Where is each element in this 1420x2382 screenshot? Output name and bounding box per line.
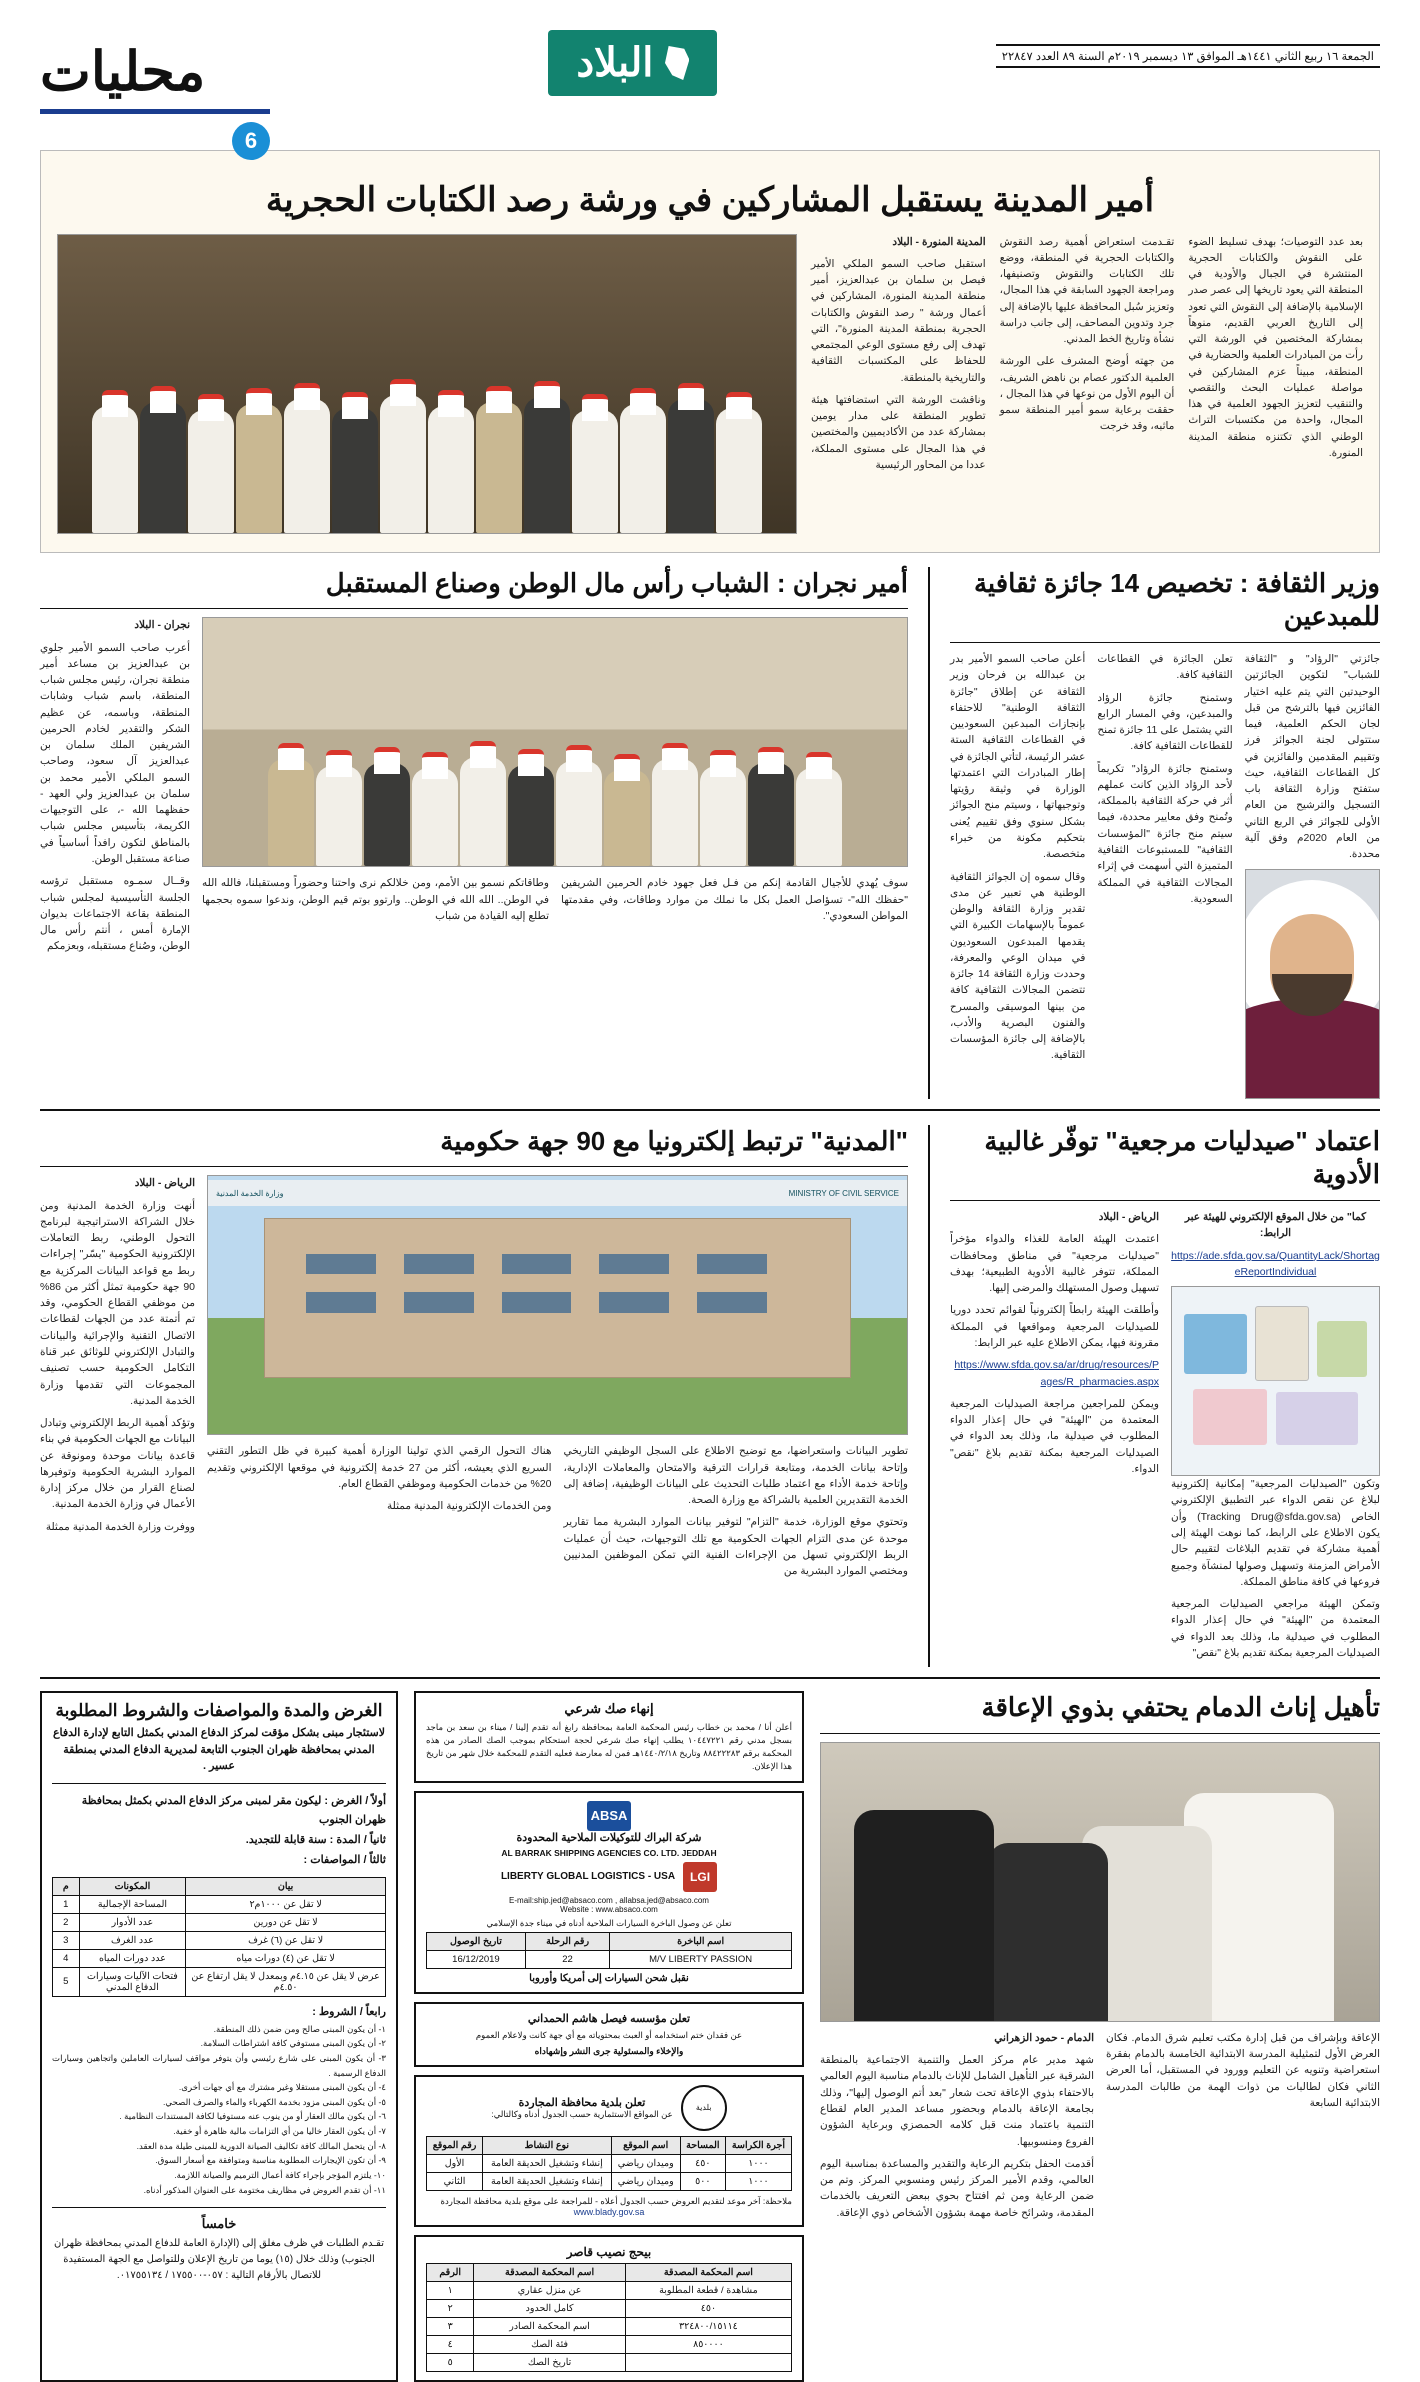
table-row: [427, 2154, 792, 2172]
row-three-stories: [40, 1125, 1380, 1668]
cell: ٤٥٠: [680, 2154, 725, 2172]
ad-title: تعلن مؤسسه فيصل هاشم الحمداني: [527, 2012, 691, 2025]
lead-col-1: [811, 234, 986, 534]
condition-item: ٣- أن يكون المبنى على شارع رئيسي وأن يتوفر مواقف لسيارات العاملين واتجاهين وسيارات الدفاع الرسمية .: [52, 2053, 386, 2078]
classified-ads: [414, 1691, 804, 2382]
bottom-section: [40, 1691, 1380, 2382]
ad-footer: نقبل شحن السيارات إلى أمريكا وأوروبا: [529, 1972, 689, 1984]
cell: اسم المحكمة الصادر: [474, 2318, 625, 2336]
dateline: الرياض - البلاد: [1098, 1211, 1159, 1224]
municipality-seal-icon: بلدية: [681, 2085, 727, 2131]
masthead-date-block: [996, 30, 1380, 68]
ad-body: أعلن أنا / محمد بن خطاب رئيس المحكمة العامة بمحافظة رابغ أنه تقدم إلينا / ميناء بن سعد بن ماجد بسجل مدني رقم ١٠٤٤٧٢٢١ يطلب إنهاء صك شرعي لحجة استحكام بموجب الصك الصادر من هذه المحكمة برقم ٨٨٤٢٢٢٨٣ وتاريخ ١٤٤٠/٢/١٨هـ فمن له معارضة فعليه التقدم للمحكمة خلال شهر من تاريخ هذا الإعلان.: [426, 1722, 792, 1771]
shipping-logos: [426, 1801, 792, 1831]
lead-headline: أمير المدينة يستقبل المشاركين في ورشة رصد الكتابات الحجرية: [265, 181, 1155, 219]
cell: لا تقل عن (٤) دورات مياه: [186, 1949, 386, 1967]
cell: ٥٠٠: [680, 2172, 725, 2190]
condition-item: ٦- أن يكون مالك العقار أو من ينوب عنه مستوفيا لكافة المستندات النظامية .: [119, 2111, 386, 2122]
shortage-report-link[interactable]: https://ade.sfda.gov.sa/QuantityLack/ShortageReportIndividual: [1171, 1249, 1380, 1278]
condition-item: ٧- أن يكون العقار خاليا من أي التزامات مالية ظاهرة أو خفية.: [173, 2126, 386, 2137]
paragraph: وتكون "الصيدليات المرجعية" إمكانية إلكترونية لبلاغ عن نقص الدواء عبر التطبيق الإلكتروني الخاص (Tracking Drug@sfda.gov.sa) وأن يكون الاطلاع على الرابط، كما نوهت الهيئة إلى أهمية مشاركة في تقديم البلاغات لتقييم حال الأمراض المزمنة وتسهيل وصولها لمنشآة وجميع فروعها في كافة مناطق المملكة.: [1171, 1478, 1380, 1588]
column-divider: [928, 1125, 930, 1668]
lost-deed-table: [426, 2263, 792, 2372]
table-row: [427, 2354, 792, 2372]
cell: إنشاء وتشغيل الحديقة العامة: [483, 2172, 612, 2190]
cell: تاريخ الصك: [474, 2354, 625, 2372]
col-header: اسم الباخرة: [610, 1932, 792, 1950]
tender-line: ثانياً / المدة : سنة قابلة للتجديد.: [245, 1834, 386, 1847]
dateline: الدمام - حمود الزهراني: [994, 2031, 1094, 2044]
condition-item: ٢- أن يكون المبنى مستوفي كافة اشتراطات السلامة.: [200, 2038, 386, 2049]
pharmacies-headline: اعتماد "صيدليات مرجعية" توفّر غالبية الأدوية: [984, 1125, 1380, 1190]
logo-box: [548, 30, 717, 96]
paragraph: أنهت وزارة الخدمة المدنية ومن خلال الشراكة الاستراتيجية لبرنامج التحول الوطني، ربط التعاملات الإلكترونية الحكومية "يسّر" إجراءات ربط مع قواعد البيانات المركزية مع 90 جهة حكومية تمثل أكثر من 86% من موظفي القطاع الحكومي، وقد تم أتمتة عدد من الجهات لقطاعات الاتصال التقنية والإجرائية والبيانات والتبادل الإلكتروني للوثائق عبر قناة التكامل الحكومية حسب تصنيف المجموعات التي تقدمها وزارة الخدمة المدنية.: [40, 1199, 195, 1407]
col-header: بيان: [186, 1877, 386, 1895]
photo-figures: [203, 688, 907, 867]
condition-item: ٥- أن يكون المبنى مزود بخدمة الكهرباء والماء والصرف الصحي.: [163, 2096, 386, 2107]
cell: ٤: [427, 2336, 474, 2354]
col-header: الرقم: [427, 2264, 474, 2282]
disability-headline: تأهيل إناث الدمام يحتفي بذوي الإعاقة: [981, 1692, 1380, 1723]
col-header: اسم الموقع: [611, 2136, 680, 2154]
lead-story: [40, 150, 1380, 553]
table-row: [53, 1895, 386, 1913]
link-intro: كما" من خلال الموقع الإلكتروني للهيئة عبر الرابط:: [1184, 1211, 1367, 1240]
civil-col-1: [40, 1175, 195, 1585]
paragraph: وتحتوي موقع الوزارة، خدمة "التزام" لتوفير بيانات الموارد البشرية مما تقارير موحدة عن مدى التزام الجهات الحكومية مع تلك التوجيهات، حيث أن عمليات الربط الإلكتروني تسهل من الإجراءات الفنية التي تمكن الموظفين المدنيين ومختصي الموارد البشرية من: [563, 1516, 908, 1578]
paragraph: أقدمت الحفل بتكريم الرعاية والتقدير والمساعدة بمناسبة اليوم العالمي، وقدم الأمير المركز رئيس ومنسوبي المركز. وتم من ضمن الرعاية ومن ثم افتتاح بحوي ببعض التعريف بالخدمات المقدمة، وشرائح خاصة مهمة بشؤون الأشخاص ذوي الإعاقة.: [820, 2157, 1094, 2219]
map-icon: [663, 46, 689, 80]
fifth-text: تقـدم الطلبات في ظرف مغلق إلى (الإدارة العامة للدفاع المدني بمحافظة ظهران الجنوب) وذلك خلال (١٥) يوما من تاريخ الإعلان وللتواصل مع الجهة المستفيدة للاتصال بالأرقام التالية : ٠٥٧-١٧٥٥٠٠ / ٠١٧٥٥١٣٤.: [53, 2238, 385, 2282]
specs-table: [52, 1877, 386, 1997]
cell: 2: [53, 1913, 80, 1931]
lead-photo: [57, 234, 797, 534]
lead-col-3: [1188, 234, 1363, 534]
cell: المساحة الإجمالية: [79, 1895, 186, 1913]
culture-minister-story: [950, 567, 1380, 1099]
municipality-table: [426, 2136, 792, 2191]
pharmacy-photo: [1171, 1286, 1380, 1476]
column-divider: [928, 567, 930, 1099]
ad-email[interactable]: E-mail:ship.jed@absaco.com , allabsa.jed@absaco.com: [509, 1895, 709, 1905]
najran-photo: [202, 617, 908, 867]
cell: ١: [427, 2282, 474, 2300]
ad-notice-title: تعلن عن وصول الباخرة السيارات الملاحية أدناه في ميناء جدة الإسلامي: [486, 1917, 732, 1928]
row-two-stories: [40, 567, 1380, 1099]
pharmacies-col-2: [950, 1209, 1159, 1667]
col-header: أجرة الكراسة: [725, 2136, 791, 2154]
cell: الأول: [427, 2154, 483, 2172]
cell: مشاهدة / قطعة المطلوبة: [625, 2282, 791, 2300]
cell: ٤٥٠: [625, 2300, 791, 2318]
tender-line: أولاً / الغرض : ليكون مقر لمبنى مركز الدفاع المدني بكمثل بمحافظة ظهران الجنوب: [81, 1794, 386, 1827]
cell: وميدان رياضي: [611, 2154, 680, 2172]
lead-col-2: [1000, 234, 1175, 534]
paragraph: الإعاقة وبإشراف من قبل إدارة مكتب تعليم شرق الدمام. فكان العرض الأول لتمثيلية المدرسة الابتدائية الخامسة بالدمام بفقرة استعراضية وتنويه عن التعليم وورود في المستقبل، أما العرض الثاني فكان لطالبات من ذوات الهمة من طالبات المدرسة الابتدائية السابعة: [1106, 2031, 1380, 2109]
table-row: [427, 2172, 792, 2190]
ad-title: إنهاء صك شرعي: [564, 1701, 654, 1717]
cell: ١٠٠٠: [725, 2172, 791, 2190]
cell: عدد الغرف: [79, 1931, 186, 1949]
issue-date: الجمعة ١٦ ربيع الثاني ١٤٤١هـ الموافق ١٣ ديسمبر ٢٠١٩م السنة ٨٩ العدد ٢٢٨٤٧: [996, 44, 1380, 68]
ad-company-ar: شركة البراك للتوكيلات الملاحية المحدودة: [516, 1831, 702, 1844]
paragraph: بعد عدد التوصيات؛ بهدف تسليط الضوء على النقوش والكتابات الحجرية المنتشرة في الجبال والأودية في المنطقة التي يعود تاريخها إلى عصر صدر الإسلامية بالإضافة إلى النقوش التي تعود إلى التاريخ العربي القديم، منوهاً بمشاركة المختصين في الورشة التي رأت من المبادرات العلمية والحضارية في المنطقة، مبيناً عزم المشاركين في مواصلة عمليات البحث والتقصي والتنقيب لتعزيز الجهود العلمية في هذا المجال، واحدة من مكتسبات التراث الوطني الذي تكتنزه منطقة المدينة المنورة.: [1188, 235, 1363, 459]
cell: كامل الحدود: [474, 2300, 625, 2318]
table-row: [53, 1913, 386, 1931]
ad-lost-deed: [414, 2235, 804, 2382]
culture-col-1: [950, 651, 1085, 1098]
award-photo: [820, 1742, 1380, 2022]
paragraph: وناقشت الورشة التي استضافتها هيئة تطوير المنطقة على مدار يومين بمشاركة عدد من الأكاديميين والمختصين في هذا المجال على مستوى المملكة، عددا من المحاور الرئيسية: [810, 393, 986, 471]
table-row: [427, 2300, 792, 2318]
paper-name: البلاد: [576, 41, 654, 85]
paragraph: وقال سموه إن الجوائز الثقافية الوطنية هي تعبير عن مدى تقدير وزارة الثقافة والوطن عموماً بالإسهامات الكبيرة التي يقدمها المبدعون السعوديون في ميدان الوعي والمعرفة، وحددت وزارة الثقافة 14 جائزة تتضمن المجالات الثقافية كافة من بينها الموسيقى والمسرح والفنون البصرية والأدب، بالإضافة إلى جائزة المؤسسات الثقافية.: [950, 870, 1086, 1062]
cell: 4: [53, 1949, 80, 1967]
building-banner: MINISTRY OF CIVIL SERVICE وزارة الخدمة المدنية: [208, 1180, 907, 1206]
paragraph: هناك التحول الرقمي الذي تولينا الوزارة أهمية كبيرة في ظل التطور التقني السريع الذي يعيشه، أكثر من 27 خدمة إلكترونية في موقعها الإلكتروني وتقديم 20% من خدمات الحكومية وموظفي القطاع العام.: [207, 1445, 552, 1490]
culture-headline: وزير الثقافة : تخصيص 14 جائزة ثقافية للمبدعين: [973, 567, 1380, 632]
paragraph: اعتمدت الهيئة العامة للغذاء والدواء مؤخراً "صيدليات مرجعية" في مناطق ومحافظات المملكة، تتوفر غالبية الأدوية الطبيعية؛ بهدف تسهيل وصول المستهلك والمرضى إليها.: [950, 1233, 1159, 1295]
vessel-table: [426, 1932, 792, 1969]
paragraph: وستمنح جائزة الرؤاد" تكريماً لأحد الرؤاد الذين كانت عملهم أثر في حركة الثقافية بالمملكة، وتُمنح وفق معايير محددة، فيما سيتم منح جائزة "المؤسسات الثقافية" للمستبوعات الثقافية المتميزة التي أسهمت في إثراء المجالات الثقافية في المملكة السعودية.: [1097, 762, 1233, 905]
col-header: المكونات: [79, 1877, 186, 1895]
pharmacies-story: [950, 1125, 1380, 1668]
cell: ٥: [427, 2354, 474, 2372]
paragraph: وقــال سمـوه مستقبل ترؤسه الجلسة التأسيسية لمجلس شباب المنطقة بقاعة الاجتماعات بديوان الإمارة أمس ، أنتم رأس مال الوطن، وصُناع مستقبله، وبعزمكم: [40, 875, 190, 953]
condition-item: ١١- أن تقدم العروض في مظاريف مختومة على العنوان المذكور أدناه.: [143, 2184, 386, 2195]
table-row: [53, 1931, 386, 1949]
paragraph: سوف يُهدي للأجيال القادمة إنكم من فـل فعل جهود خادم الحرمين الشريفين "حفظك الله"- تسؤاصل العمل بكل ما نملك من موارد وطاقات، وفي مقدمتها المواطن السعودي".: [561, 877, 908, 922]
cell: عدد دورات المياه: [79, 1949, 186, 1967]
col-header: المساحة: [680, 2136, 725, 2154]
condition-item: ١- أن يكون المبنى صالح ومن ضمن ذلك المنطقة.: [213, 2023, 386, 2034]
paragraph: ووفرت وزارة الخدمة المدنية ممثلة: [45, 1520, 195, 1533]
civil-service-story: [40, 1125, 908, 1668]
paragraph: ومن الخدمات الإلكترونية المدنية ممثلة: [386, 1500, 552, 1513]
cell: فئة الصك: [474, 2336, 625, 2354]
ad-court-notice: [414, 1691, 804, 1783]
culture-col-2: [1097, 651, 1232, 1098]
tender-box: [40, 1691, 398, 2382]
page-number-badge: 6: [232, 122, 270, 160]
tender-subtitle: لاستئجار مبنى بشكل مؤقت لمركز الدفاع المدني بكمثل التابع لإدارة الدفاع المدني بمحافظة ظهران الجنوب التابعة لمديرية الدفاع المدني بمنطقة عسير .: [52, 1727, 386, 1773]
condition-item: ١٠- يلتزم المؤجر بإجراء كافة أعمال الترميم والصيانة اللازمة.: [174, 2169, 386, 2180]
cell: فتحات الآليات وسيارات الدفاع المدني: [79, 1967, 186, 1996]
table-row: [427, 2282, 792, 2300]
cell: عن منزل عقاري: [474, 2282, 625, 2300]
table-row: [427, 2336, 792, 2354]
ad-subtitle: عن المواقع الاستثمارية حسب الجدول أدناه وكالتالي:: [491, 2108, 673, 2119]
disability-story: [820, 1691, 1380, 2382]
ad-barrak-shipping: [414, 1791, 804, 1994]
paragraph: تقـدمت استعراض أهمية رصد النقوش والكتابات الحجرية في المنطقة، ووضع تلك الكتابات والنقوش وتصنيفها، ومراجعة الجهود السابقة في هذا المجال، وتعزيز سُبل المحافظة عليها بالإضافة إلى جرد وتدوين المصاحف، إلى جانب دراسة نشأة وتاريخ الخط المدني.: [999, 235, 1175, 346]
col-header: اسم المحكمة المصدقة: [474, 2264, 625, 2282]
table-row: [427, 1950, 792, 1968]
photo-figures: [58, 318, 796, 533]
civil-col-2: [207, 1443, 552, 1585]
cell: 3: [53, 1931, 80, 1949]
cell: لا تقل عن (٦) غرف: [186, 1931, 386, 1949]
culture-col-3: [1245, 651, 1380, 1098]
col-header: رقم الرحلة: [525, 1932, 609, 1950]
ad-municipality: [414, 2075, 804, 2228]
paragraph: تطوير البيانات واستعراضها، مع توضيح الاطلاع على السجل الوظيفي التاريخي وإتاحة بيانات الخدمة، ومتابعة قرارات الترقية والامتحان والمعاملات الإدارية، وإتاحة خدمة الأداء مع اعتماد طلبات التحديث على البيانات الوظيفية، إضافة إلى الخدمة التقديرين العلمية بالشراكة مع وزارة الصحة.: [563, 1445, 908, 1507]
ad-partner-en: LIBERTY GLOBAL LOGISTICS - USA: [500, 1871, 676, 1883]
cell: ٣: [427, 2318, 474, 2336]
tender-line: ثالثاً / المواصفات :: [303, 1854, 386, 1867]
civil-col-3: [564, 1443, 909, 1585]
paragraph: ويمكن للمراجعين مراجعة الصيدليات المرجعية المعتمدة من "الهيئة" في حال إعذار الدواء المطلوب في صيدلية ما، وذلك بعد الدواء في الصيدليات المرجعية بمكنة تقديم بلاغ "نقص" الدواء.: [950, 1397, 1159, 1475]
ad-website[interactable]: www.blady.gov.sa: [573, 2207, 645, 2218]
ministry-building-photo: [207, 1175, 908, 1435]
cell: 1: [53, 1895, 80, 1913]
disability-col-1: [820, 2030, 1094, 2227]
fifth-title: خامساً: [201, 2216, 237, 2232]
cell: [625, 2354, 791, 2372]
ad-hamdani-notice: [414, 2002, 804, 2067]
condition-item: ٤- أن يكون المبنى مستقلا وغير مشترك مع أي جهات أخرى.: [178, 2082, 386, 2093]
ad-body: عن فقدان ختم استخدامه أو العبث بمحتوياته مع أي جهة كانت ولاعلام العموم: [475, 2029, 743, 2040]
paragraph: جائزتي "الرؤاد" و "الثقافة للشباب" لتكوين الجائزتين الوحيدتين التي يتم عليه اختيار الفائزين فيها بالترشح من قبل لجان الحكم العلمية، فيما ستتولى لجنة الجوائز فرز وتقييم المقدمين والفائزين في كل القطاعات الثقافية، حيث ستفتح وزارة الثقافة باب التسجيل والترشيح من العام الأولى للجوائز في الربع الثاني من العام 2020م وفق آلية محددة.: [1244, 653, 1380, 861]
dateline: نجران - البلاد: [134, 619, 190, 632]
ad-company-en: AL BARRAK SHIPPING AGENCIES CO. LTD. JEDDAH: [501, 1847, 717, 1858]
paragraph: وأطلقت الهيئة رابطاً إلكترونياً لقوائم تحدد دوريا للصيدليات المرجعية ومواقعها في المملكة مقرونة فيها، يمكن الاطلاع عليه عبر الرابط:: [950, 1304, 1159, 1349]
cell: ٨٥٠٠٠٠: [625, 2336, 791, 2354]
paragraph: أعلن صاحب السمو الأمير بدر بن عبدالله بن فرحان وزير الثقافة عن إطلاق "جائزة الثقافة الوطنية" للاحتفاء بإنجازات المبدعين السعوديين في القطاعات الثقافية الستة عشر الرئيسة، لتأتي الجائزة في إطار المبادرات التي اعتمدتها الوزارة في وثيقة رؤيتها وتوجيهاتها ، وسيتم منح الجوائز بشكل سنوي وفق تقييم يُعنى بتحكيم مكونة من خبراء متخصصة.: [950, 653, 1086, 861]
disability-col-2: [1106, 2030, 1380, 2227]
ad-footer: والإخلاء والمسئولية جرى النشر وإشهاداه: [534, 2045, 684, 2056]
ad-title: بيحج نصيب قاصر: [566, 2245, 652, 2260]
paragraph: شهد مدير عام مركز العمل والتنمية الاجتماعية بالمنطقة الشرقية عبر التأهيل الشامل للإناث بالدمام مناسبة اليوم العالمي بالاحتفاء بذوي الإعاقة تحت شعار "بعد أتم الوصول إليها"، وذلك بجامعة الإعاقة بالدمام وبحضور مساعد المدير العام لقطاع التنمية باعتماد منت قبل كلامه الحمصزي وبرعاية الشؤون الفروع ومنسوبيها.: [820, 2054, 1094, 2148]
paragraph: وستمنح جائزة الرؤاد والمبدعين، وفي المسار الرابع التي يشتمل على 11 جائزة تمنح للقطاعات الثقافية كافة.: [1097, 691, 1233, 753]
lgi-logo-icon: LGI: [683, 1862, 717, 1892]
najran-col-3: [561, 875, 908, 930]
dateline: المدينة المنورة - البلاد: [892, 235, 986, 248]
condition-item: ٨- أن يتحمل المالك كافة تكاليف الصيانة الدورية للمبنى طيلة مدة العقد.: [136, 2140, 386, 2151]
section-title: محليات: [40, 42, 206, 102]
condition-item: ٩- أن تكون الإيجارات المطلوبة مناسبة ومتوافقة مع أسعار السوق.: [155, 2155, 386, 2166]
table-row: [427, 2318, 792, 2336]
conditions-title: رابعاً / الشروط :: [312, 2005, 386, 2018]
najran-headline: أمير نجران : الشباب رأس مال الوطن وصناع المستقبل: [325, 567, 908, 598]
cell: ١٠٠٠: [725, 2154, 791, 2172]
pharmacies-col-3: [1171, 1209, 1380, 1667]
cell: 16/12/2019: [427, 1950, 526, 1968]
paragraph: وتمكن الهيئة مراجعي الصيدليات المرجعية المعتمدة من "الهيئة" في حال إعذار الدواء المطلوب في صيدلية ما، وذلك بعد الدواء في الصيدليات المرجعية بمكنة تقديم بلاغ "نقص": [1171, 1598, 1380, 1659]
table-row: [53, 1949, 386, 1967]
cell: لا تقل عن ١٠٠٠م٢: [186, 1895, 386, 1913]
najran-story: [40, 567, 908, 1099]
paragraph: وطاقاتكم نسمو بين الأمم، ومن خلالكم نرى واحتنا وحضوراً ومستقبلنا، فالله الله في الوطن.. الله الله في الوطن.. وارتوو بوتم قيم الوطن، وندعوا سموه بحجمها تطلع إليه القيادة من شباب: [202, 877, 549, 922]
paragraph: تعلن الجائزة في القطاعات الثقافية كافة.: [1097, 653, 1233, 682]
minister-portrait: [1245, 869, 1380, 1099]
cell: عدد الأدوار: [79, 1913, 186, 1931]
cell: 22: [525, 1950, 609, 1968]
col-header: نوع النشاط: [483, 2136, 612, 2154]
dateline: الرياض - البلاد: [134, 1177, 195, 1190]
col-header: اسم المحكمة المصدقة: [625, 2264, 791, 2282]
najran-col-2: [202, 875, 549, 930]
table-row: [53, 1967, 386, 1996]
col-header: تاريخ الوصول: [427, 1932, 526, 1950]
cell: ٢: [427, 2300, 474, 2318]
paragraph: أعرب صاحب السمو الأمير جلوي بن عبدالعزيز بن مساعد أمير منطقة نجران، رئيس مجلس شباب المنطقة، باسم شباب وشابات المنطقة، وباسمه، عن عظيم الشكر والتقدير لخادم الحرمين الشريفين الملك سلمان بن عبدالعزيز آل سعود، وصاحب السمو الملكي الأمير محمد بن سلمان بن عبدالعزيز ولي العهد - حفظهما الله -، على التوجيهات الكريمة، بتأسيس مجلس شباب بالمناطق لتكون رافداً أساسياً في صناعة مستقبل الوطن.: [40, 641, 190, 866]
civil-service-headline: "المدنية" ترتبط إلكترونيا مع 90 جهة حكومية: [440, 1125, 908, 1156]
cell: إنشاء وتشغيل الحديقة العامة: [483, 2154, 612, 2172]
tender-title: الغرض والمدة والمواصفات والشروط المطلوبة: [55, 1701, 383, 1721]
masthead: [40, 30, 1380, 153]
cell: الثاني: [427, 2172, 483, 2190]
absa-logo-icon: ABSA: [587, 1801, 631, 1831]
ad-website[interactable]: Website : www.absaco.com: [560, 1904, 658, 1914]
cell: ٣٢٤٨٠٠/١٥١١٤: [625, 2318, 791, 2336]
ad-note: ملاحظة: آخر موعد لتقديم العروض حسب الجدول أعلاه - للمراجعة على موقع بلدية محافظة المجاردة: [440, 2195, 792, 2206]
paragraph: استقبل صاحب السمو الملكي الأمير فيصل بن سلمان بن عبدالعزيز، أمير منطقة المدينة المنورة، المشاركين في أعمال ورشة " رصد النقوش والكتابات الحجرية بمنطقة المدينة المنورة"، التي تهدف إلى رفع مستوى الوعي المجتمعي للحفاظ على المكتسبات الثقافية والتاريخية بالمنطقة.: [810, 257, 986, 384]
section-underline: [40, 109, 270, 114]
ad-title: تعلن بلدية محافظة المجاردة: [518, 2096, 646, 2109]
paper-logo: [548, 30, 717, 96]
paragraph: من جهته أوضح المشرف على الورشة العلمية الدكتور عصام بن ناهض الشريف، أن اليوم الأول من نوعها في هذا المجال ، حققت برعاية سمو أمير المنطقة سمو ماثبه، وقد خرجت: [999, 355, 1175, 433]
government-tender-ad: [40, 1691, 398, 2382]
pharmacies-link[interactable]: https://www.sfda.gov.sa/ar/drug/resources/Pages/R_pharmacies.aspx: [954, 1359, 1159, 1388]
col-header: م: [53, 1877, 80, 1895]
section-block: [40, 30, 270, 160]
najran-col-1: [40, 617, 190, 960]
cell: M/V LIBERTY PASSION: [610, 1950, 792, 1968]
cell: وميدان رياضي: [611, 2172, 680, 2190]
cell: 5: [53, 1967, 80, 1996]
cell: لا تقل عن دورين: [186, 1913, 386, 1931]
cell: عرض لا يقل عن ٤.١٥م وبمعدل لا يقل ارتفاع عن ٤.٥٠م: [186, 1967, 386, 1996]
col-header: رقم الموقع: [427, 2136, 483, 2154]
paragraph: وتؤكد أهمية الربط الإلكتروني وتبادل البيانات مع الجهات الحكومية في بناء قاعدة بيانات موحدة ومونوقة عن الموارد البشرية الحكومية وتوفيرها لصناع القرار من خلال مركز إدارة الأعمال في وزارة الخدمة المدنية.: [40, 1417, 195, 1511]
